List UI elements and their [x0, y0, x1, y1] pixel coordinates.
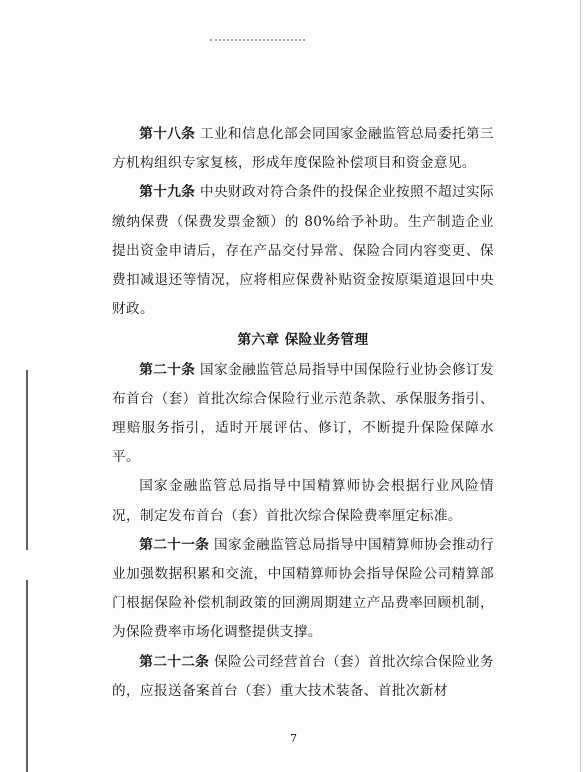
- article-heading: 第二十条: [139, 361, 196, 378]
- article-text: 国家金融监管总局指导中国保险行业协会修订发布首台（套）首批次综合保险行业示范条款、承保服务指引、理赔服务指引，适时开展评估、修订，不断提升保险保障水平。: [112, 361, 494, 466]
- binding-edge-line: [26, 370, 28, 550]
- document-body: [112, 120, 494, 706]
- article-heading: 第十九条: [139, 184, 196, 201]
- article-text: 保险公司经营首台（套）首批次综合保险业务的，应报送备案首台（套）重大技术装备、首批次新材: [112, 653, 494, 699]
- article-heading: 第十八条: [139, 126, 196, 142]
- article-22: [112, 648, 494, 706]
- article-19: [112, 178, 494, 324]
- article-18: [112, 120, 494, 178]
- article-text: 工业和信息化部会同国家金融监管总局委托第三方机构组织专家复核，形成年度保险补偿项目和资金意见。: [112, 126, 494, 172]
- article-text: 国家金融监管总局指导中国精算师协会推动行业加强数据积累和交流，中国精算师协会指导保险公司精算部门根据保险补偿机制政策的回溯周期建立产品费率回顾机制，为保险费率市场化调整提供支撑。: [112, 536, 494, 641]
- scan-artifact: [210, 39, 305, 44]
- page-edge: [580, 0, 581, 772]
- article-21: [112, 531, 494, 648]
- article-heading: 第二十二条: [139, 653, 210, 670]
- article-20-para2: 国家金融监管总局指导中国精算师协会根据行业风险情况，制定发布首台（套）首批次综合保险费率厘定标准。: [112, 478, 494, 524]
- article-20: [112, 356, 494, 473]
- article-text: 中央财政对符合条件的投保企业按照不超过实际缴纳保费（保费发票金额）的 80%给予补助。生产制造企业提出资金申请后，存在产品交付异常、保险合同内容变更、保费扣减退还等情况，应将相应保费补贴资金按原渠道退回中央财政。: [112, 184, 494, 318]
- chapter-title: 第六章 保险业务管理: [237, 332, 369, 349]
- article-heading: 第二十一条: [139, 536, 210, 553]
- page-number: 7: [290, 732, 297, 745]
